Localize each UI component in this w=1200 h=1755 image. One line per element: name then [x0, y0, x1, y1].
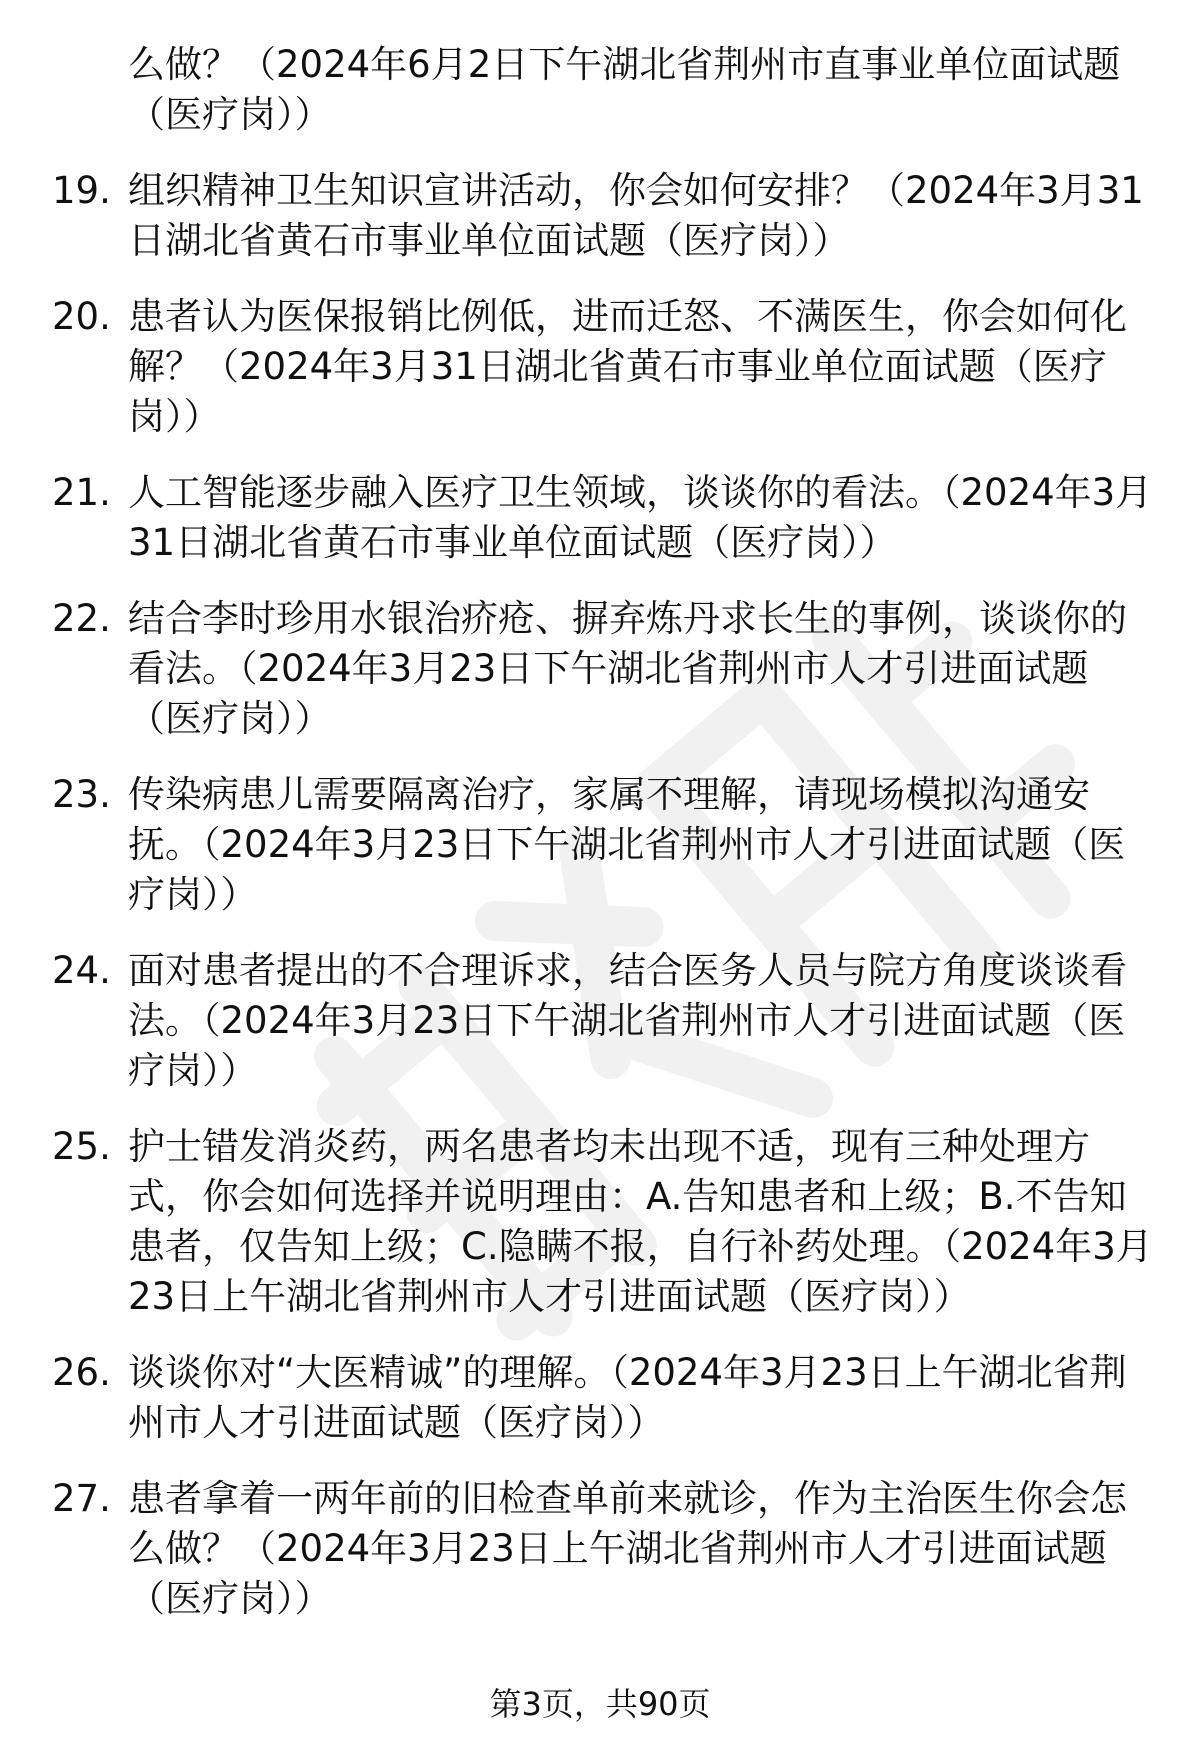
question-item [0, 770, 1200, 920]
question-number: 22. [52, 597, 111, 640]
question-text: 护士错发消炎药，两名患者均未出现不适，现有三种处理方式，你会如何选择并说明理由：A.告知患者和上级；B.不告知患者，仅告知上级；C.隐瞒不报，自行补药处理。（2024年3月23日上午湖北省荆州市人才引进面试题（医疗岗）） [128, 1125, 1153, 1318]
question-text: 人工智能逐步融入医疗卫生领域，谈谈你的看法。（2024年3月31日湖北省黄石市事业单位面试题（医疗岗）） [128, 471, 1153, 564]
question-text: 么做？（2024年6月2日下午湖北省荆州市直事业单位面试题（医疗岗）） [128, 43, 1121, 136]
question-item [0, 1348, 1200, 1448]
page-number-footer: 第3页，共90页 [489, 1685, 711, 1723]
question-number: 19. [52, 169, 111, 212]
question-item [0, 40, 1200, 140]
question-text: 患者认为医保报销比例低，进而迁怒、不满医生，你会如何化解？（2024年3月31日湖北省黄石市事业单位面试题（医疗岗）） [128, 295, 1127, 438]
question-text: 面对患者提出的不合理诉求，结合医务人员与院方角度谈谈看法。（2024年3月23日下午湖北省荆州市人才引进面试题（医疗岗）） [128, 949, 1127, 1092]
question-text: 组织精神卫生知识宣讲活动，你会如何安排？（2024年3月31日湖北省黄石市事业单位面试题（医疗岗）） [128, 169, 1144, 262]
question-text: 结合李时珍用水银治疥疮、摒弃炼丹求长生的事例，谈谈你的看法。（2024年3月23日下午湖北省荆州市人才引进面试题（医疗岗）） [128, 597, 1127, 740]
question-text: 谈谈你对“大医精诚”的理解。（2024年3月23日上午湖北省荆州市人才引进面试题（医疗岗）） [128, 1351, 1127, 1444]
question-number: 27. [52, 1477, 111, 1520]
question-number: 24. [52, 949, 111, 992]
question-list [0, 40, 1200, 1650]
question-item [0, 166, 1200, 266]
question-number: 25. [52, 1125, 111, 1168]
question-item [0, 468, 1200, 568]
question-number: 26. [52, 1351, 111, 1394]
question-item [0, 594, 1200, 744]
question-item [0, 1122, 1200, 1322]
question-text: 患者拿着一两年前的旧检查单前来就诊，作为主治医生你会怎么做？（2024年3月23日上午湖北省荆州市人才引进面试题（医疗岗）） [128, 1477, 1127, 1620]
question-number: 20. [52, 295, 111, 338]
question-number: 23. [52, 773, 111, 816]
question-item [0, 292, 1200, 442]
question-item [0, 946, 1200, 1096]
question-item [0, 1474, 1200, 1624]
question-number: 21. [52, 471, 111, 514]
question-text: 传染病患儿需要隔离治疗，家属不理解，请现场模拟沟通安抚。（2024年3月23日下午湖北省荆州市人才引进面试题（医疗岗）） [128, 773, 1126, 916]
